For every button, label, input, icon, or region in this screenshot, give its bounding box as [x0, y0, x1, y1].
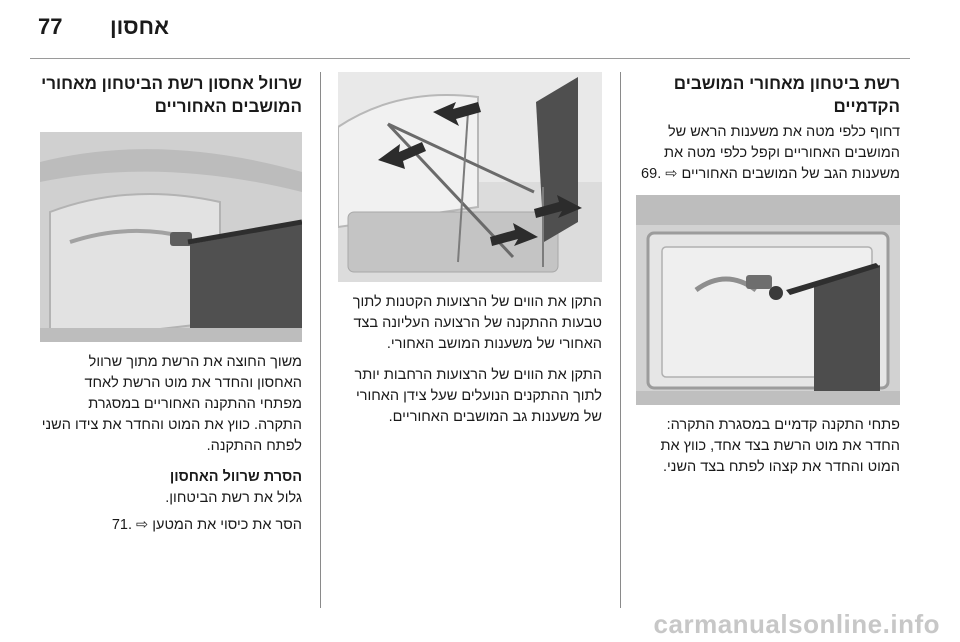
storage-sleeve-photo — [40, 132, 302, 342]
page-number: 77 — [38, 14, 63, 39]
page-header — [30, 14, 910, 48]
cover-page-reference: .71 — [111, 517, 133, 533]
intro-text: דחוף כלפי מטה את משענות הראש של המושבים האחוריים וקפל כלפי מטה את משענות הגב של המושבים האחוריים — [664, 124, 900, 182]
middle-paragraph-2: התקן את הווים של הרצועות הרחבות יותר לתוך ההתקנים הנועלים שעל צידן האחורי של משענות גב המושבים האחוריים. — [354, 367, 602, 425]
right-column — [636, 72, 900, 478]
left-paragraph-1: משוך החוצה את הרשת מתוך שרוול האחסון והחדר את מוט הרשת לאחד מפתחי ההתקנה האחוריים במסגרת התקרה. כווץ את המוט והחדר את צידו השני לפתח ההתקנה. — [41, 354, 302, 454]
section-title: אחסון — [110, 14, 170, 39]
remove-cover-text: הסר את כיסוי את המטען — [152, 517, 302, 533]
straps-illustration — [338, 72, 602, 282]
right-column-heading: רשת ביטחון מאחורי המושבים הקדמיים — [673, 74, 900, 116]
watermark: carmanualsonline.info — [653, 609, 940, 639]
column-divider-right — [620, 72, 621, 608]
right-column-intro — [636, 122, 900, 185]
header-divider — [30, 58, 910, 59]
page-reference-icon: ⇨ — [665, 166, 678, 182]
intro-page-reference: .69 — [641, 166, 662, 182]
left-column — [40, 72, 302, 536]
straps-photo — [338, 72, 602, 282]
left-column-heading: שרוול אחסון רשת הביטחון מאחורי המושבים האחוריים — [41, 74, 302, 116]
page-reference-icon: ⇨ — [136, 517, 149, 533]
front-mounting-illustration — [636, 195, 900, 405]
left-paragraph-2: גלול את רשת הביטחון. — [165, 490, 302, 506]
left-subheading: הסרת שרוול האחסון — [169, 469, 302, 485]
column-divider-left — [320, 72, 321, 608]
front-mounting-caption: פתחי התקנה קדמיים במסגרת התקרה: החדר את מוט הרשת בצד אחד, כווץ את המוט והחדר את קצהו לפתח בצד השני. — [660, 417, 900, 475]
storage-sleeve-illustration — [40, 132, 302, 342]
middle-paragraph-1: התקן את הווים של הרצועות הקטנות לתוך טבעות ההתקנה של הרצועה העליונה בצד האחורי של משענות המושב האחורי. — [352, 294, 602, 352]
middle-column — [338, 72, 602, 428]
left-paragraph-3 — [40, 515, 302, 536]
front-mounting-photo — [636, 195, 900, 405]
